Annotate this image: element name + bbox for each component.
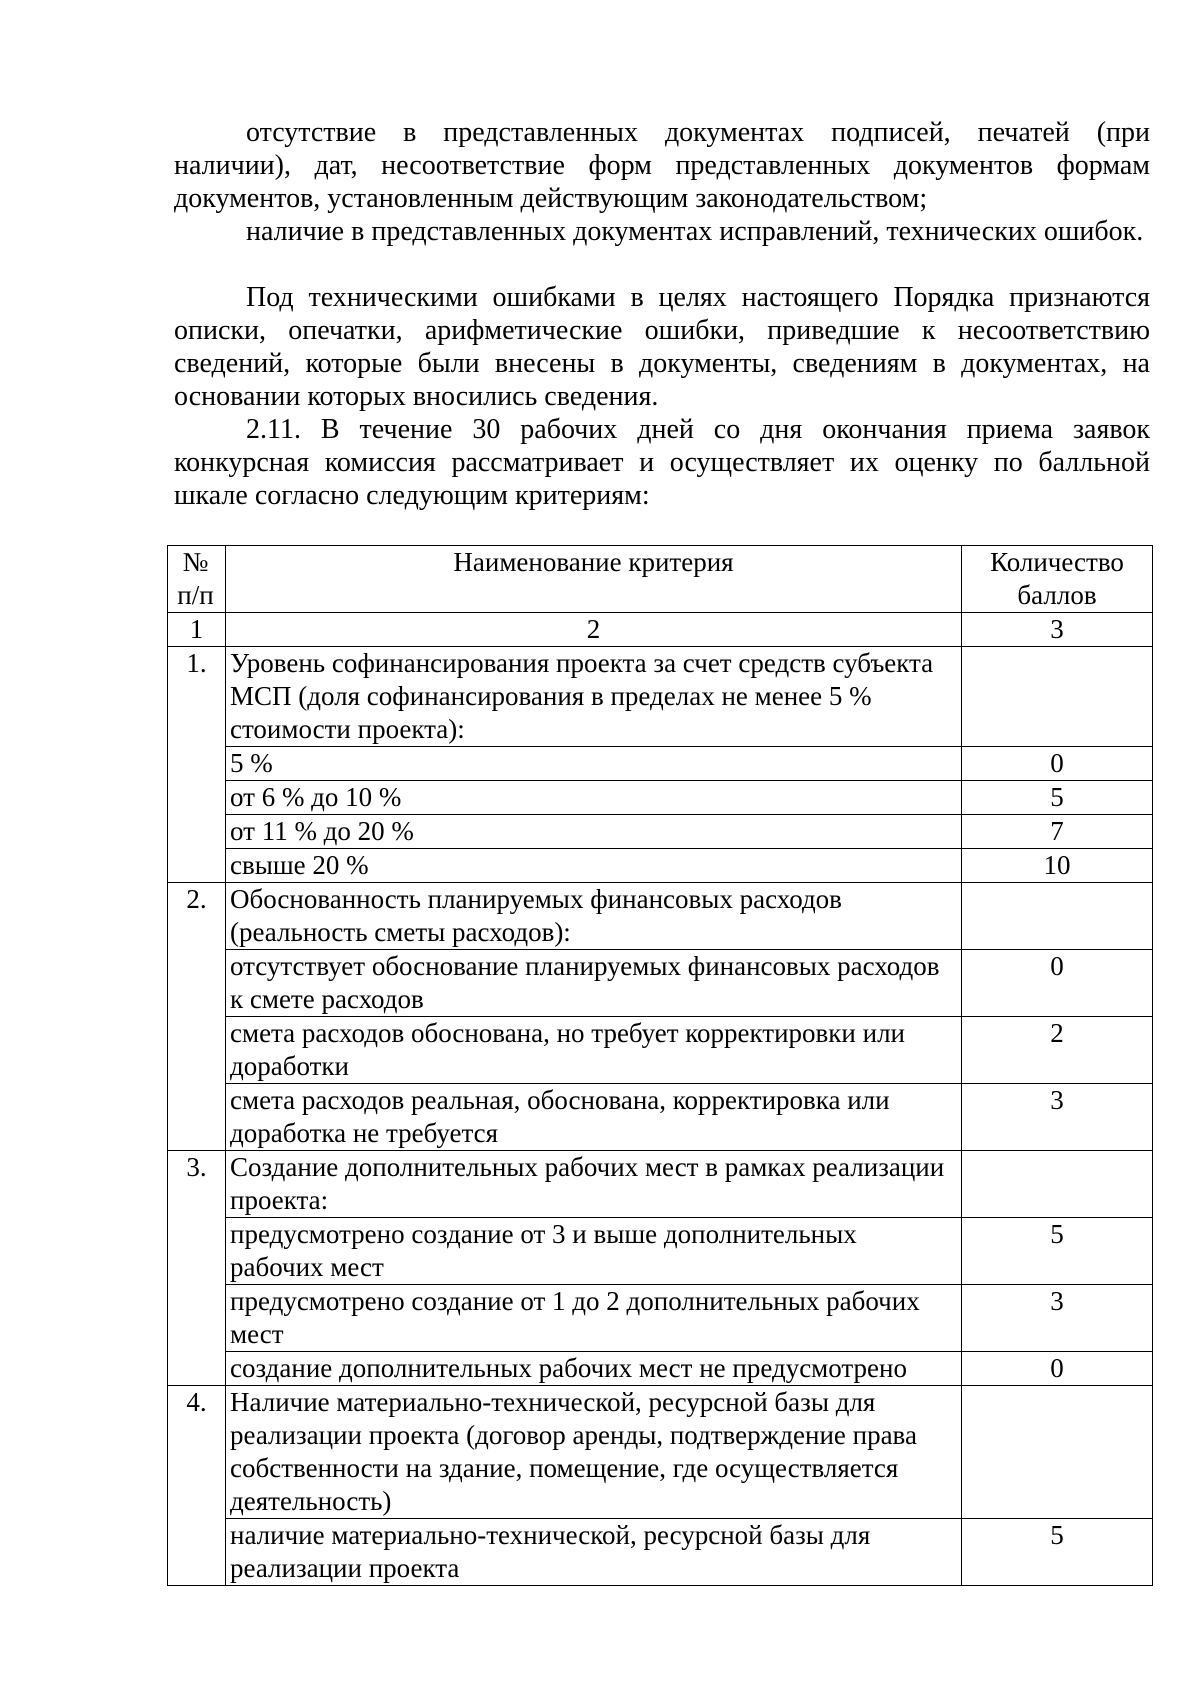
column-number-1: 1 [168,613,226,647]
criterion-number: 4. [168,1386,226,1586]
criterion-option-score: 3 [962,1084,1153,1151]
criterion-option-row [168,815,1153,849]
criterion-option-row [168,950,1153,1017]
criterion-number: 3. [168,1151,226,1386]
criterion-option-label: отсутствует обоснование планируемых финансовых расходов к смете расходов [226,950,962,1017]
criterion-row [168,1386,1153,1519]
criterion-option-row [168,747,1153,781]
criterion-option-row [168,1017,1153,1084]
criterion-option-label: смета расходов обоснована, но требует корректировки или доработки [226,1017,962,1084]
paragraph-corrections: наличие в представленных документах исправлений, технических ошибок. [246,216,1144,247]
paragraph-missing-signatures: отсутствие в представленных документах подписей, печатей (при наличии), дат, несоответствие форм представленных документов формам документов, установленным действующим законодательством; [174,117,1150,214]
criterion-option-score: 5 [962,1218,1153,1285]
criterion-option-row [168,1285,1153,1352]
criterion-option-label: предусмотрено создание от 1 до 2 дополнительных рабочих мест [226,1285,962,1352]
criterion-option-label: от 11 % до 20 % [226,815,962,849]
criterion-row [168,1151,1153,1218]
criterion-title: Наличие материально-технической, ресурсной базы для реализации проекта (договор аренды, подтверждение права собственности на здание, помещение, где осуществляется деятельность) [226,1386,962,1519]
criterion-number: 2. [168,883,226,1151]
criterion-option-score: 0 [962,950,1153,1017]
criterion-option-row [168,781,1153,815]
criterion-option-label: 5 % [226,747,962,781]
criterion-option-label: наличие материально-технической, ресурсной базы для реализации проекта [226,1519,962,1586]
criterion-option-score: 5 [962,781,1153,815]
criterion-option-score: 7 [962,815,1153,849]
criterion-score-empty [962,1386,1153,1519]
criterion-option-row [168,1519,1153,1586]
criterion-row [168,883,1153,950]
criteria-table [167,545,1153,1586]
criterion-option-score: 10 [962,849,1153,883]
criterion-option-label: смета расходов реальная, обоснована, корректировка или доработка не требуется [226,1084,962,1151]
table-column-numbers-row [168,613,1153,647]
criterion-option-label: свыше 20 % [226,849,962,883]
criterion-score-empty [962,1151,1153,1218]
criterion-option-score: 0 [962,1352,1153,1386]
criterion-score-empty [962,647,1153,747]
criterion-option-score: 2 [962,1017,1153,1084]
criterion-title: Обоснованность планируемых финансовых расходов (реальность сметы расходов): [226,883,962,950]
criterion-option-score: 3 [962,1285,1153,1352]
criterion-title: Создание дополнительных рабочих мест в рамках реализации проекта: [226,1151,962,1218]
column-number-3: 3 [962,613,1153,647]
criterion-option-row [168,1352,1153,1386]
criterion-option-row [168,1084,1153,1151]
header-score-count: Количество баллов [962,546,1153,613]
table-header-row [168,546,1153,613]
criterion-option-score: 0 [962,747,1153,781]
criterion-number: 1. [168,647,226,883]
criterion-title: Уровень софинансирования проекта за счет средств субъекта МСП (доля софинансирования в пределах не менее 5 % стоимости проекта): [226,647,962,747]
criterion-option-label: предусмотрено создание от 3 и выше дополнительных рабочих мест [226,1218,962,1285]
criterion-option-label: создание дополнительных рабочих мест не предусмотрено [226,1352,962,1386]
criterion-option-row [168,1218,1153,1285]
paragraph-clause-2-11: 2.11. В течение 30 рабочих дней со дня окончания приема заявок конкурсная комиссия рассматривает и осуществляет их оценку по балльной шкале согласно следующим критериям: [174,414,1150,511]
header-number: № п/п [168,546,226,613]
criterion-row [168,647,1153,747]
column-number-2: 2 [226,613,962,647]
criterion-score-empty [962,883,1153,950]
header-criterion-name: Наименование критерия [226,546,962,613]
criterion-option-score: 5 [962,1519,1153,1586]
paragraph-technical-errors: Под техническими ошибками в целях настоящего Порядка признаются описки, опечатки, арифметические ошибки, приведшие к несоответствию сведений, которые были внесены в документы, сведениям в документах, на основании которых вносились сведения. [174,282,1150,412]
criterion-option-row [168,849,1153,883]
criterion-option-label: от 6 % до 10 % [226,781,962,815]
